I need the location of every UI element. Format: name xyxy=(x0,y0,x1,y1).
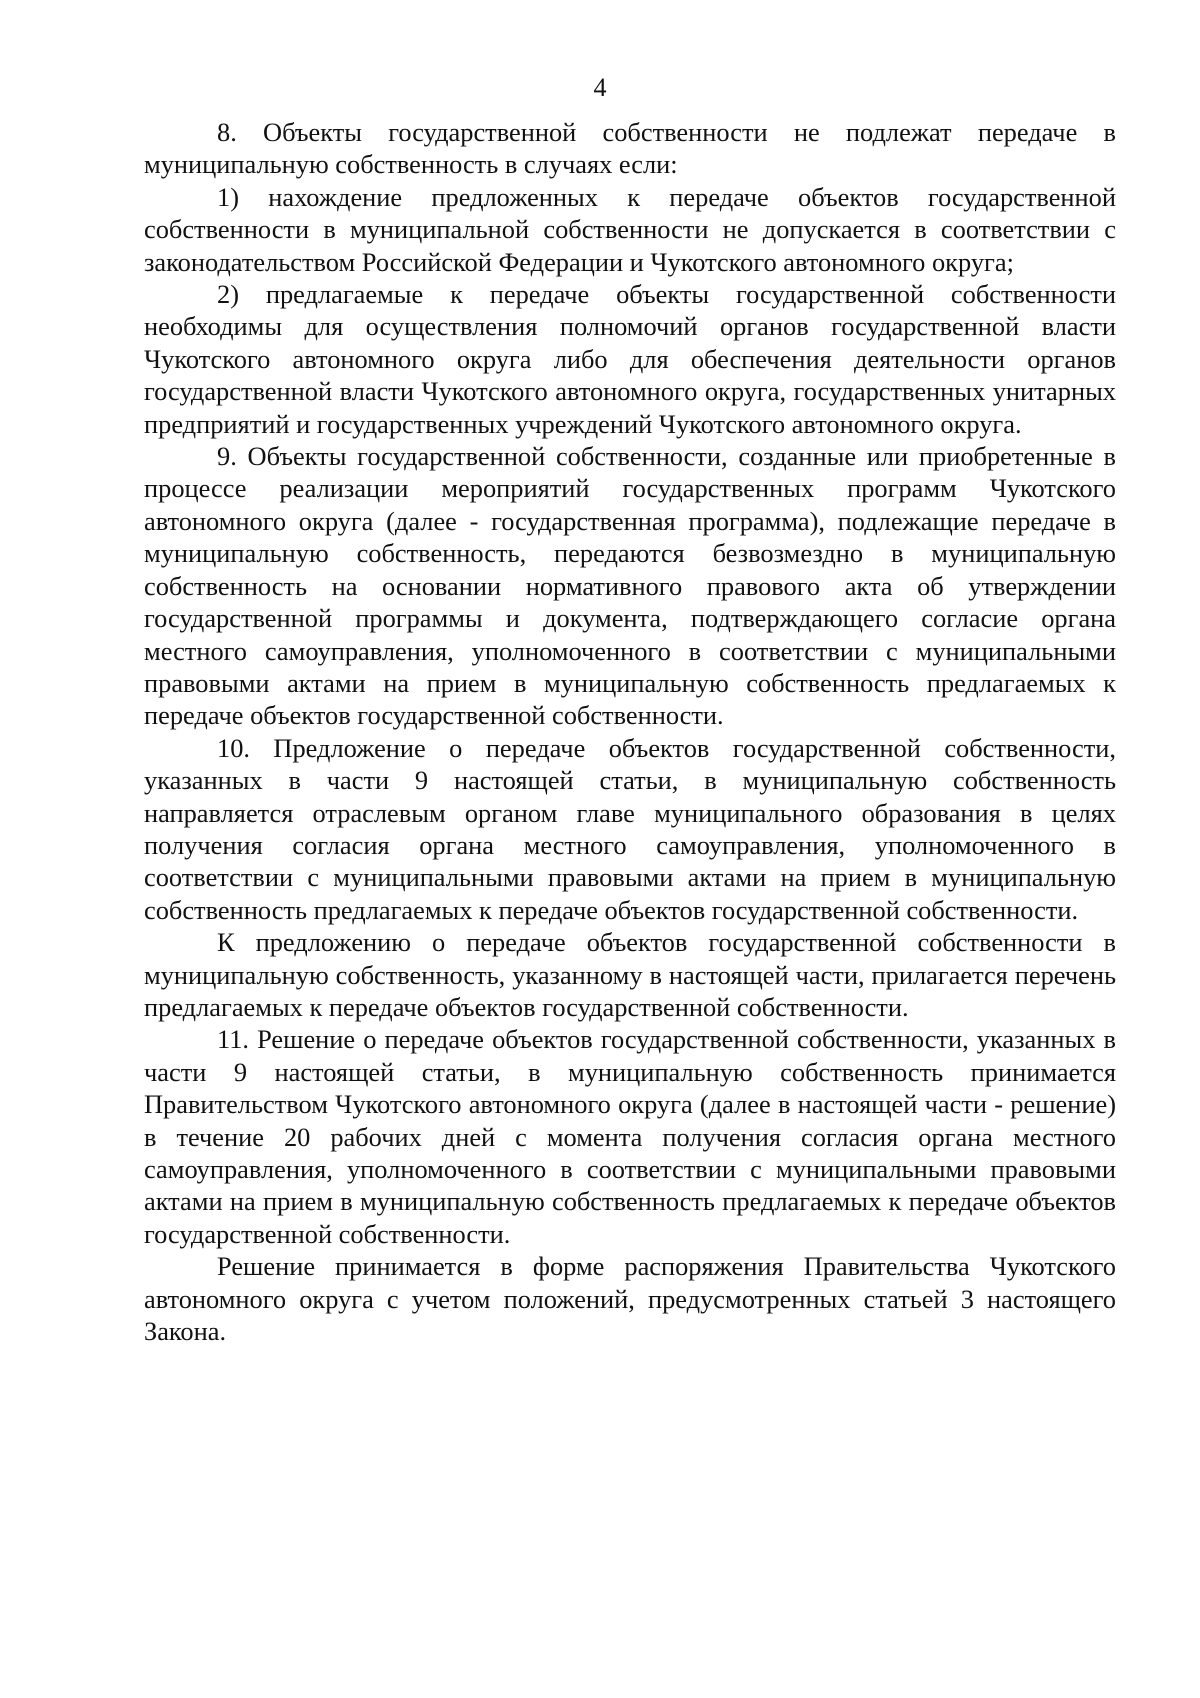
paragraph-8: 8. Объекты государственной собственности не подлежат передаче в муниципальную собственность в случаях если: xyxy=(144,117,1116,180)
page-number: 4 xyxy=(593,73,607,102)
paragraph-8-item-2: 2) предлагаемые к передаче объекты государственной собственности необходимы для осуществления полномочий органов государственной власти Чукотского автономного округа либо для обеспечения деятельности органов государственной власти Чукотского автономного округа, государственных унитарных предприятий и государственных учреждений Чукотского автономного округа. xyxy=(144,279,1116,439)
paragraph-9: 9. Объекты государственной собственности, созданные или приобретенные в процессе реализации мероприятий государственных программ Чукотского автономного округа (далее - государственная программа), подлежащие передаче в муниципальную собственность, передаются безвозмездно в муниципальную собственность на основании нормативного правового акта об утверждении государственной программы и документа, подтверждающего согласие органа местного самоуправления, уполномоченного в соответствии с муниципальными правовыми актами на прием в муниципальную собственность предлагаемых к передаче объектов государственной собственности. xyxy=(144,441,1116,731)
paragraph-10-attachment: К предложению о передаче объектов государственной собственности в муниципальную собственность, указанному в настоящей части, прилагается перечень предлагаемых к передаче объектов государственной собственности. xyxy=(144,927,1116,1022)
paragraph-11: 11. Решение о передаче объектов государственной собственности, указанных в части 9 настоящей статьи, в муниципальную собственность принимается Правительством Чукотского автономного округа (далее в настоящей части - решение) в течение 20 рабочих дней с момента получения согласия органа местного самоуправления, уполномоченного в соответствии с муниципальными правовыми актами на прием в муниципальную собственность предлагаемых к передаче объектов государственной собственности. xyxy=(144,1024,1116,1249)
paragraph-11-form: Решение принимается в форме распоряжения Правительства Чукотского автономного округа с учетом положений, предусмотренных статьей 3 настоящего Закона. xyxy=(144,1251,1116,1347)
document-body xyxy=(144,116,1116,1347)
paragraph-8-item-1: 1) нахождение предложенных к передаче объектов государственной собственности в муниципальной собственности не допускается в соответствии с законодательством Российской Федерации и Чукотского автономного округа; xyxy=(144,181,1116,277)
paragraph-10: 10. Предложение о передаче объектов государственной собственности, указанных в части 9 настоящей статьи, в муниципальную собственность направляется отраслевым органом главе муниципального образования в целях получения согласия органа местного самоуправления, уполномоченного в соответствии с муниципальными правовыми актами на прием в муниципальную собственность предлагаемых к передаче объектов государственной собственности. xyxy=(144,732,1116,925)
